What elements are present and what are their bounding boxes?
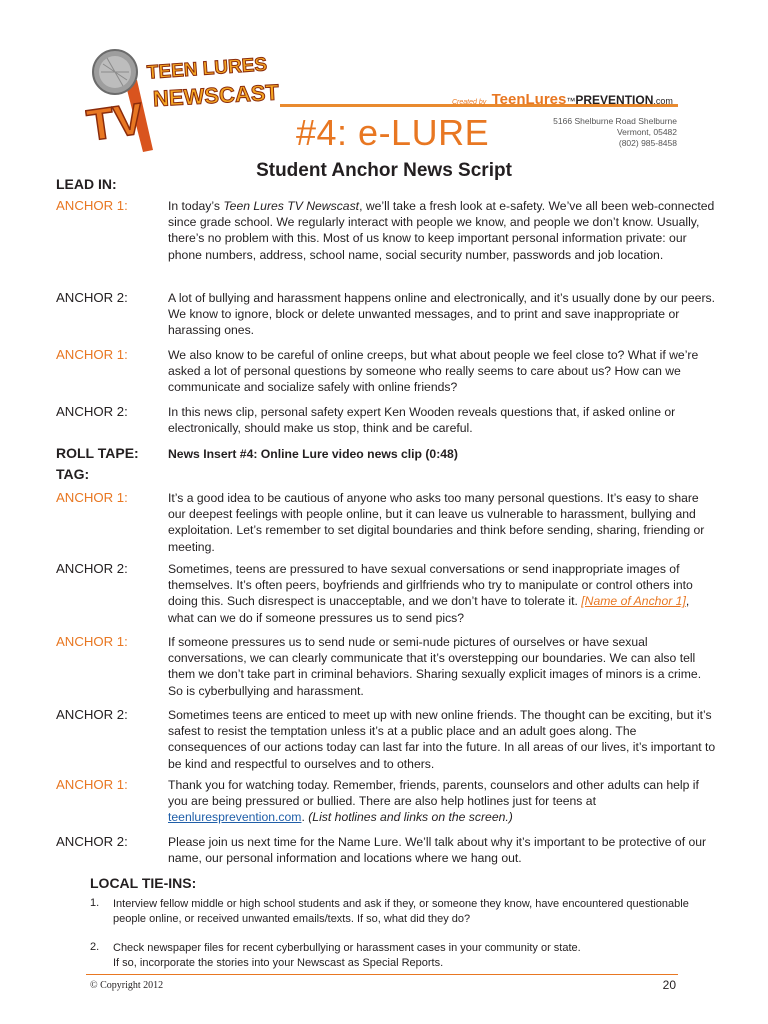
svg-text:TEEN LURES: TEEN LURES [146,54,268,84]
local-tie-ins-heading: LOCAL TIE-INS: [90,875,197,891]
brand-teen: Teen [491,91,526,108]
speaker-label: ANCHOR 2: [56,707,128,722]
script-paragraph: Sometimes, teens are pressured to have sexual conversations or send inappropriate images of themselves. It’s often peers, boyfriends and girlfriends who try to manipulate or control others into doing this. Such disrespect is unacceptable, and we don’t have to tolerate it. [Name of Anchor 1], what can we do if someone pressures us to send pics? [168,562,693,625]
brand-prevention: PREVENTION [575,93,654,107]
brand-created-by: Created by [452,99,487,106]
copyright-notice: © Copyright 2012 [90,980,164,991]
speaker-label: ANCHOR 1: [56,198,128,213]
stage-direction: (List hotlines and links on the screen.) [308,810,513,825]
show-title: Teen Lures TV Newscast [223,199,360,213]
script-paragraph: Thank you for watching today. Remember, friends, parents, counselors and other adults can help if you are being pressured or bullied. There are also help hotlines just for teens at teenluresprevention.com. (List hotlines and links on the screen.) [168,778,699,825]
speaker-label: ANCHOR 1: [56,777,128,792]
address-line: Vermont, 05482 [616,127,677,137]
speaker-label: ANCHOR 1: [56,634,128,649]
footer-rule [86,974,678,975]
address-block [520,116,677,149]
svg-text:TV: TV [85,94,147,151]
script-paragraph: A lot of bullying and harassment happens online and electronically, and it’s usually done by our peers. We know to ignore, block or delete unwanted messages, and to print and save inappropriate or harassing ones. [168,291,715,338]
speaker-label: ANCHOR 2: [56,561,128,576]
script-paragraph: In today’s Teen Lures TV Newscast, we’ll take a fresh look at e-safety. We’ve all been web-connected since grade school. We regularly interact with people we know, and people we don’t know. Usually, there’s no problem with this. Most of us know to keep important personal information private: our phone numbers, address, school name, social security number, passwords and job location. [168,199,715,262]
page-number: 20 [662,978,676,992]
brand-lures: Lures [525,91,567,108]
list-item: Check newspaper files for recent cyberbullying or harassment cases in your community or state. If so, incorporate the stories into your Newscast as Special Reports. [113,942,581,969]
speaker-label: ANCHOR 2: [56,290,128,305]
speaker-label: ANCHOR 2: [56,834,128,849]
list-item: Interview fellow middle or high school students and ask if they, or someone they know, have encountered questionable people online, or received unwanted emails/texts. If so, what did they do? [113,898,689,925]
page-subtitle: Student Anchor News Script [256,160,512,181]
brand-com: .com [653,96,673,106]
phone-number: (802) 985-8458 [618,138,677,148]
speaker-label: ANCHOR 1: [56,490,128,505]
lead-in-heading: LEAD IN: [56,176,117,192]
news-insert-title: News Insert #4: Online Lure video news clip (0:48) [168,447,458,461]
script-paragraph: It’s a good idea to be cautious of anyone who asks too many personal questions. It’s easy to share our deepest feelings with people online, but it can leave us vulnerable to harassment, bullying and exploitation. Let’s remember to set digital boundaries and think before sending, sharing, friending or meeting. [168,491,705,554]
brand-line [452,91,673,108]
list-number: 2. [90,941,100,953]
microphone-logo-icon [85,42,285,162]
script-paragraph: In this news clip, personal safety expert Ken Wooden reveals questions that, if asked online or electronically, should make us stop, think and be careful. [168,405,676,436]
script-paragraph: If someone pressures us to send nude or semi-nude pictures of ourselves or have sexual conversations, we can clearly communicate that it’s overstepping our boundaries. We can also tell them we don’t take part in criminal behaviors. Sharing sexually explicit images of minors is a crime. So is cyberbullying and harassment. [168,635,702,698]
tag-heading: TAG: [56,466,90,482]
website-link[interactable]: teenluresprevention.com [168,810,302,825]
address-line: 5166 Shelburne Road Shelburne [553,116,677,126]
brand-tm: ™ [566,96,576,106]
list-number: 1. [90,897,100,909]
script-paragraph: We also know to be careful of online creeps, but what about people we feel close to? What if we’re asked a lot of personal questions by someone who really seems to care about us? How can we communicate and socialize safely with online friends? [168,348,699,395]
roll-tape-heading: ROLL TAPE: [56,445,139,461]
script-paragraph: Please join us next time for the Name Lure. We’ll talk about why it’s important to be protective of our name, our personal information and locations where we hang out. [168,835,707,866]
speaker-label: ANCHOR 1: [56,347,128,362]
episode-title: #4: e-LURE [296,112,490,153]
script-paragraph: Sometimes teens are enticed to meet up with new online friends. The thought can be exciting, but it’s safest to resist the temptation unless it’s at a public place and an adult goes along. The consequences of our actions today can last far into the future. In all areas of our lives, it’s important to be kind and respectful to ourselves and to others. [168,708,716,771]
speaker-label: ANCHOR 2: [56,404,128,419]
anchor-name-placeholder: [Name of Anchor 1] [581,594,686,609]
teen-lures-tv-newscast-logo [85,42,285,162]
svg-text:NEWSCAST: NEWSCAST [152,79,280,112]
